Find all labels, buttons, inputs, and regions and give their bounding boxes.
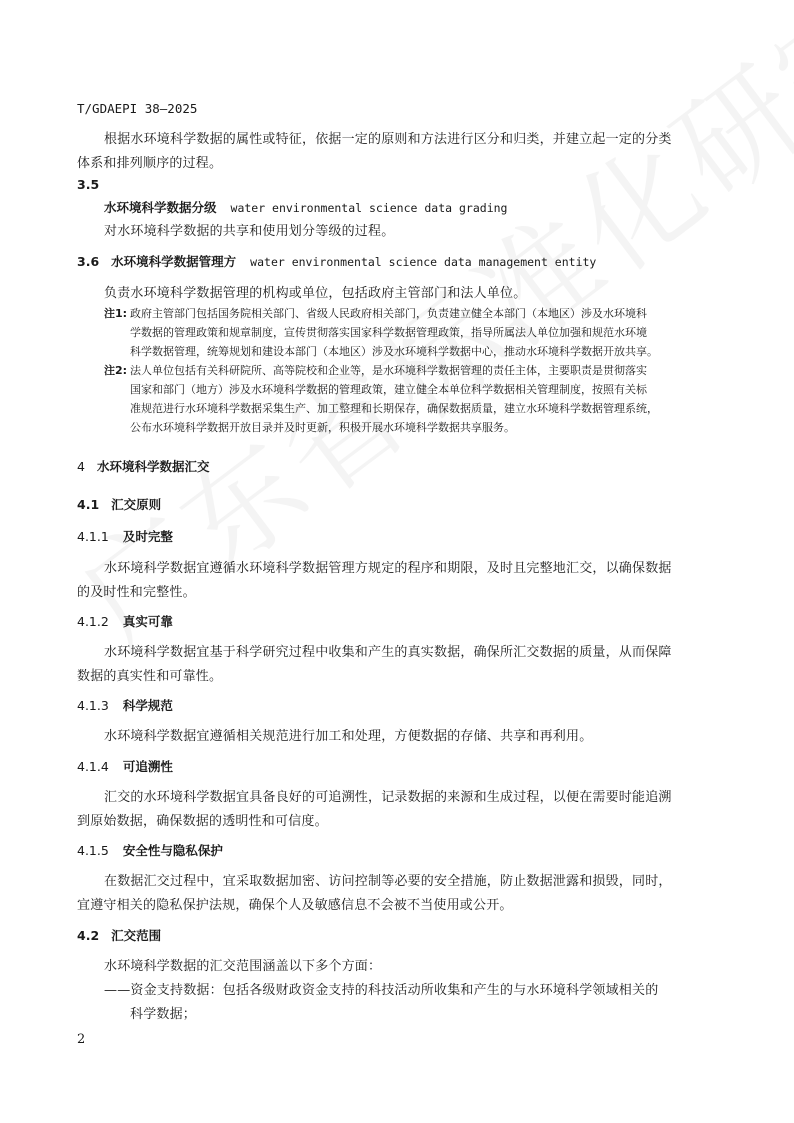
list-item-line: ——资金支持数据：包括各级财政资金支持的科技活动所收集和产生的与水环境科学领域相关的 bbox=[104, 983, 659, 998]
note-label: 注1: bbox=[104, 307, 128, 320]
note-line: 政府主管部门包括国务院相关部门、省级人民政府相关部门，负责建立健全本部门（本地区）涉及水环境科 bbox=[130, 307, 647, 320]
subsection-title: 安全性与隐私保护 bbox=[122, 843, 223, 858]
note-line: 公布水环境科学数据开放目录并及时更新，积极开展水环境科学数据共享服务。 bbox=[130, 421, 515, 434]
chapter-title: 水环境科学数据汇交 bbox=[96, 459, 210, 474]
section-heading bbox=[77, 926, 161, 944]
paragraph-line: 宜遵守相关的隐私保护法规，确保个人及敏感信息不会被不当使用或公开。 bbox=[77, 898, 513, 913]
term-definition: 对水环境科学数据的共享和使用划分等级的过程。 bbox=[104, 224, 395, 239]
subsection-number: 4.1.5 bbox=[77, 843, 109, 858]
note-line: 法人单位包括有关科研院所、高等院校和企业等，是水环境科学数据管理的责任主体，主要职责是贯彻落实 bbox=[130, 364, 647, 377]
term-en: water environmental science data grading bbox=[230, 201, 508, 215]
subsection-heading bbox=[77, 527, 173, 545]
subsection-title: 真实可靠 bbox=[122, 614, 173, 629]
subsection-title: 科学规范 bbox=[122, 698, 173, 713]
paragraph-line: 水环境科学数据的汇交范围涵盖以下多个方面： bbox=[104, 959, 382, 974]
section-number: 4.1 bbox=[77, 497, 100, 512]
page-number: 2 bbox=[77, 1032, 86, 1047]
subsection-heading bbox=[77, 757, 173, 775]
subsection-number: 4.1.4 bbox=[77, 759, 109, 774]
note-line: 学数据的管理政策和规章制度，宣传贯彻落实国家科学数据管理政策，指导所属法人单位加强和规范水环境 bbox=[130, 326, 647, 339]
standard-code: T/GDAEPI 38—2025 bbox=[77, 101, 198, 116]
chapter-heading bbox=[77, 457, 209, 475]
paragraph-line: 汇交的水环境科学数据宜具备良好的可追溯性，记录数据的来源和生成过程，以便在需要时能追溯 bbox=[104, 790, 672, 805]
paragraph-line: 水环境科学数据宜遵循水环境科学数据管理方规定的程序和期限，及时且完整地汇交，以确保数据 bbox=[104, 561, 672, 576]
note-line: 准规范进行水环境科学数据采集生产、加工整理和长期保存，确保数据质量，建立水环境科学数据管理系统， bbox=[130, 402, 658, 415]
paragraph-line: 水环境科学数据宜遵循相关规范进行加工和处理，方便数据的存储、共享和再利用。 bbox=[104, 729, 593, 744]
note-line: 国家和部门（地方）涉及水环境科学数据的管理政策，建立健全本单位科学数据相关管理制度，按照有关标 bbox=[130, 383, 647, 396]
subsection-number: 4.1.3 bbox=[77, 698, 109, 713]
term-en: water environmental science data management entity bbox=[250, 255, 597, 269]
subsection-heading bbox=[77, 841, 223, 859]
subsection-title: 可追溯性 bbox=[122, 759, 173, 774]
subsection-heading bbox=[77, 696, 173, 714]
section-number: 3.5 bbox=[77, 177, 100, 192]
term-cn: 水环境科学数据分级 bbox=[104, 200, 217, 215]
term-definition: 负责水环境科学数据管理的机构或单位，包括政府主管部门和法人单位。 bbox=[104, 286, 527, 301]
paragraph-line: 的及时性和完整性。 bbox=[77, 585, 196, 600]
section-number: 4.2 bbox=[77, 928, 100, 943]
term-entry bbox=[77, 252, 596, 270]
paragraph-line: 在数据汇交过程中，宜采取数据加密、访问控制等必要的安全措施，防止数据泄露和损毁，同时， bbox=[104, 874, 672, 889]
subsection-heading bbox=[77, 612, 173, 630]
section-title: 汇交原则 bbox=[111, 497, 162, 512]
note-line: 科学数据管理，统筹规划和建设本部门（本地区）涉及水环境科学数据中心，推动水环境科学数据开放共享。 bbox=[130, 345, 658, 358]
list-item-line: 科学数据； bbox=[130, 1007, 197, 1022]
subsection-number: 4.1.2 bbox=[77, 614, 109, 629]
subsection-number: 4.1.1 bbox=[77, 529, 109, 544]
section-title: 汇交范围 bbox=[111, 928, 162, 943]
chapter-number: 4 bbox=[77, 459, 85, 474]
subsection-title: 及时完整 bbox=[122, 529, 173, 544]
section-number: 3.6 bbox=[77, 254, 100, 269]
paragraph-line: 水环境科学数据宜基于科学研究过程中收集和产生的真实数据，确保所汇交数据的质量，从而保障 bbox=[104, 645, 672, 660]
note-label: 注2: bbox=[104, 364, 128, 377]
paragraph-line: 根据水环境科学数据的属性或特征，依据一定的原则和方法进行区分和归类，并建立起一定的分类 bbox=[104, 132, 672, 147]
paragraph-line: 体系和排列顺序的过程。 bbox=[77, 156, 223, 171]
term-cn: 水环境科学数据管理方 bbox=[111, 254, 237, 269]
paragraph-line: 到原始数据，确保数据的透明性和可信度。 bbox=[77, 814, 328, 829]
section-heading bbox=[77, 495, 161, 513]
term-entry bbox=[104, 198, 507, 216]
paragraph-line: 数据的真实性和可靠性。 bbox=[77, 669, 223, 684]
